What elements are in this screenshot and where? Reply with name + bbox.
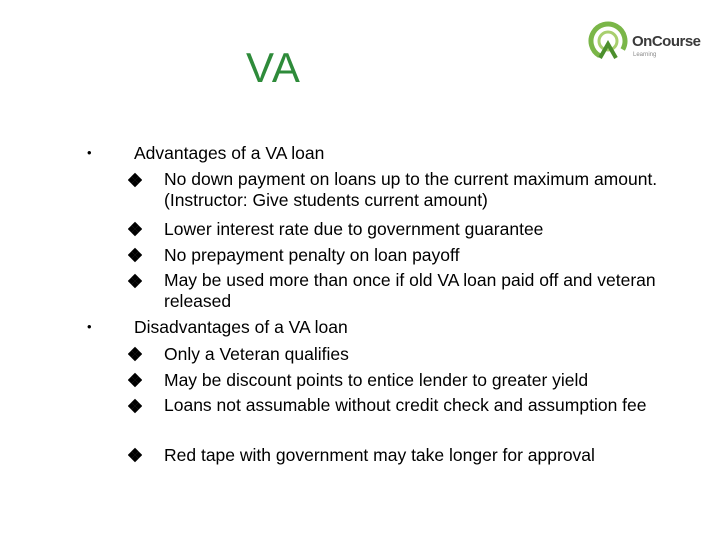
- list-item-text: Loans not assumable without credit check and assumption fee: [164, 395, 647, 415]
- list-item-text: May be used more than once if old VA loan paid off and veteran released: [164, 270, 656, 311]
- diamond-bullet-icon: [128, 367, 142, 393]
- oncourse-logo: [588, 20, 701, 66]
- logo-brand-name: OnCourse: [632, 33, 701, 50]
- list-item-text: Lower interest rate due to government guarantee: [164, 219, 544, 239]
- logo-tagline: Learning: [633, 52, 657, 58]
- bullet-dot-icon: •: [87, 145, 92, 160]
- section-heading: Disadvantages of a VA loan: [134, 317, 348, 337]
- section-heading: Advantages of a VA loan: [134, 143, 325, 163]
- oncourse-logo-icon: [588, 20, 632, 66]
- list-item-text: No prepayment penalty on loan payoff: [164, 245, 460, 265]
- diamond-bullet-icon: [128, 341, 142, 367]
- diamond-bullet-icon: [128, 268, 142, 294]
- list-item-text: Red tape with government may take longer for approval: [164, 445, 595, 465]
- diamond-bullet-icon: [128, 442, 142, 468]
- diamond-bullet-icon: [128, 216, 142, 242]
- diamond-bullet-icon: [128, 393, 142, 419]
- slide-title: VA: [246, 44, 301, 91]
- diamond-bullet-icon: [128, 242, 142, 268]
- list-item-text: May be discount points to entice lender to greater yield: [164, 370, 589, 390]
- list-item-text: Only a Veteran qualifies: [164, 344, 349, 364]
- list-item-text: No down payment on loans up to the current maximum amount. (Instructor: Give students current amount): [164, 169, 658, 210]
- diamond-bullet-icon: [128, 167, 142, 193]
- bullet-dot-icon: •: [87, 319, 92, 334]
